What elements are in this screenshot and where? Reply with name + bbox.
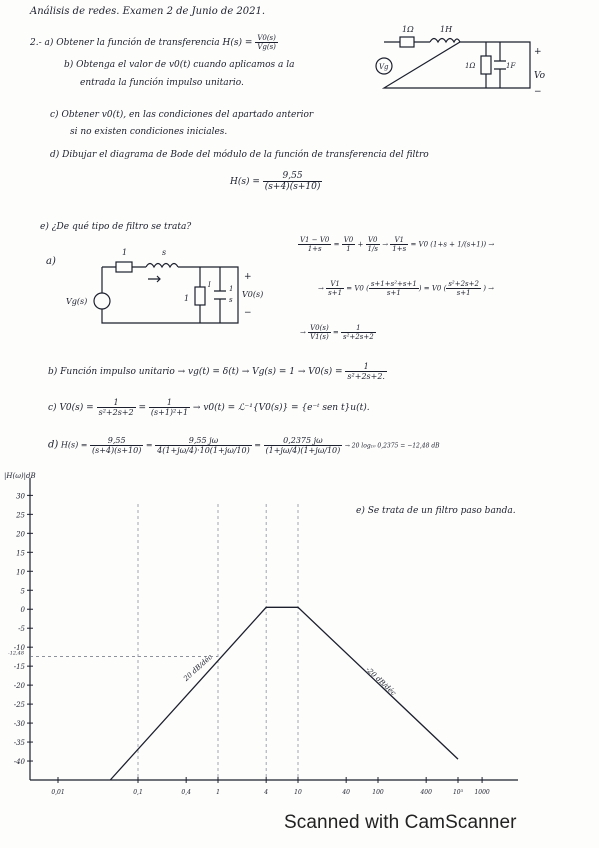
top-circuit-capacitor bbox=[494, 42, 506, 88]
sol-b-num: 1 bbox=[345, 362, 387, 372]
slope-right-label: -20 dB/déc bbox=[364, 665, 398, 698]
problem-c-line2: si no existen condiciones iniciales. bbox=[70, 127, 228, 137]
problem-d-label: d) bbox=[50, 150, 60, 160]
x-tick-label: 1000 bbox=[474, 789, 490, 796]
sol-b-den: s²+2s+2. bbox=[347, 372, 385, 381]
top-circuit-resistor bbox=[400, 37, 414, 47]
bode-asymptote-line bbox=[110, 607, 458, 780]
sol-a-eq2-n3: s²+2s+2 bbox=[448, 280, 479, 288]
problem-b bbox=[64, 60, 295, 70]
sol-a-left-r-label: 1 bbox=[184, 294, 190, 303]
sol-a-eq2-rhs2: = V0 bbox=[423, 284, 442, 293]
problem-a-expr: H(s) = bbox=[222, 38, 253, 48]
sol-d-n2: 9,55 jω bbox=[155, 436, 252, 446]
problem-e bbox=[40, 222, 191, 232]
x-tick-label: 0,01 bbox=[51, 789, 65, 796]
y-tick-label: 5 bbox=[20, 587, 25, 596]
problem-a-den: Vg(s) bbox=[257, 43, 276, 51]
sol-d-eq2: = bbox=[254, 440, 261, 450]
sol-a-eq2-rhs1: = V0 bbox=[346, 284, 364, 293]
problem-a bbox=[30, 34, 278, 51]
x-tick-label: 1 bbox=[216, 789, 220, 796]
x-tick-label: 400 bbox=[420, 789, 432, 796]
sol-a-eq2: → $\frac{V1}{s+1}$ = V0 ( $\frac{\text{s+1+s²+s+1}}{s+1}$ ) = V0 ( $\frac{\text{s²+2s+2}}{s+1}$ ) → bbox=[318, 280, 495, 297]
sol-d-n3: 0,2375 jω bbox=[264, 436, 343, 446]
sol-a-eq3-eq: = bbox=[332, 328, 339, 337]
sol-a-eq2-n2: s+1+s²+s+1 bbox=[370, 280, 417, 288]
sol-a-eq1-n4: V1 bbox=[390, 236, 408, 245]
problem-c-line1: Obtener v0(t), en las condiciones del apartado anterior bbox=[61, 110, 314, 120]
top-circuit-c-label1: 1Ω bbox=[465, 62, 476, 70]
sol-c-eq: = bbox=[138, 403, 147, 413]
problem-d-num: 9,55 bbox=[263, 171, 323, 182]
problem-a-prefix: 2.- a) bbox=[30, 38, 54, 48]
problem-b-line1: Obtenga el valor de v0(t) cuando aplicamos a la bbox=[76, 60, 295, 70]
y-tick-label: 15 bbox=[16, 549, 25, 558]
problem-e-text: ¿De qué tipo de filtro se trata? bbox=[51, 222, 192, 232]
sol-c-expr: V0(s) = bbox=[59, 403, 94, 413]
y-tick-label: 0 bbox=[20, 606, 25, 615]
sol-a-eq1-n3: V0 bbox=[366, 236, 380, 245]
problem-a-text: Obtener la función de transferencia bbox=[56, 38, 220, 48]
sol-a-inductor bbox=[146, 264, 178, 268]
sol-a-eq1-arrow: → bbox=[382, 240, 389, 249]
top-circuit-vo: Vo bbox=[534, 71, 546, 81]
problem-d-formula bbox=[230, 171, 322, 192]
problem-c-label: c) bbox=[50, 110, 59, 120]
sol-d-d3: (1+jω/4)(1+jω/10) bbox=[265, 446, 341, 455]
y-tick-label: -25 bbox=[13, 701, 25, 710]
sol-b bbox=[48, 362, 387, 381]
sol-e-text: e) Se trata de un filtro paso banda. bbox=[356, 506, 516, 516]
problem-d-expr: H(s) = bbox=[230, 177, 260, 187]
sol-a-l-label: s bbox=[162, 248, 167, 257]
slope-left-label: 20 dB/déc bbox=[182, 653, 215, 683]
problem-c bbox=[50, 110, 313, 120]
sol-d-expr: H(s) = bbox=[60, 440, 88, 450]
top-circuit-diagram bbox=[370, 20, 565, 100]
problem-d-text: Dibujar el diagrama de Bode del módulo de la función de transferencia del filtro bbox=[62, 150, 429, 160]
camscanner-watermark: Scanned with CamScanner bbox=[284, 812, 517, 833]
y-tick-label: 30 bbox=[16, 492, 25, 501]
sol-a-eq3-n2: 1 bbox=[341, 324, 376, 333]
sol-a-eq2-d2: s+1 bbox=[386, 289, 401, 297]
sol-a-cap-num: 1 bbox=[229, 285, 234, 293]
sol-a-r-label: 1 bbox=[122, 248, 128, 257]
y-tick-label: 20 bbox=[16, 530, 25, 539]
sol-a-eq1-n1: V1 − V0 bbox=[300, 236, 330, 244]
x-tick-label: 10 bbox=[294, 789, 302, 796]
top-circuit-shunt-resistor bbox=[481, 56, 491, 74]
sol-a-vo: V0(s) bbox=[242, 290, 264, 299]
top-circuit-vg: Vg bbox=[379, 63, 389, 71]
x-tick-label: 0,1 bbox=[133, 789, 143, 796]
top-circuit-plus: + bbox=[534, 47, 542, 57]
sol-d-eq: = bbox=[145, 440, 153, 450]
x-tick-label: 40 bbox=[342, 789, 350, 796]
y-tick-label: -30 bbox=[13, 720, 25, 729]
sol-c-n1: 1 bbox=[97, 398, 136, 408]
sol-a-eq2-tail: ) → bbox=[483, 284, 495, 293]
sol-a-vg: Vg(s) bbox=[66, 297, 88, 306]
problem-d-den: (s+4)(s+10) bbox=[264, 182, 321, 192]
sol-a-cap-den: s bbox=[229, 296, 233, 304]
sol-d bbox=[48, 436, 440, 455]
sol-a-eq1-d1: 1+s bbox=[307, 245, 322, 253]
sol-a-eq1-d2: 1 bbox=[346, 245, 351, 253]
sol-a-eq1 bbox=[298, 236, 494, 253]
sol-a-eq3-d1: V1(s) bbox=[310, 333, 329, 341]
sol-a-eq3-d2: s²+2s+2 bbox=[343, 333, 374, 341]
sol-a-eq1-d4: 1+s bbox=[392, 245, 407, 253]
sol-d-d1: (s+4)(s+10) bbox=[91, 446, 142, 455]
problem-d bbox=[50, 150, 429, 160]
sol-a-eq2-arrow: → bbox=[318, 284, 324, 293]
sol-a-eq2-n1: V1 bbox=[326, 280, 344, 289]
problem-a-num: V0(s) bbox=[255, 34, 278, 43]
problem-b-label: b) bbox=[64, 60, 74, 70]
sol-a-source bbox=[94, 293, 110, 309]
sol-a-eq1-rhs: = V0 (1+s + 1/(s+1)) → bbox=[410, 240, 495, 249]
sol-a-eq1-eq: = bbox=[333, 240, 340, 249]
top-circuit-r-label: 1Ω bbox=[402, 25, 414, 34]
problem-e-label: e) bbox=[40, 222, 49, 232]
sol-d-label: d) bbox=[48, 439, 59, 451]
sol-a-eq1-n2: V0 bbox=[343, 236, 354, 244]
sol-a-i-label: I bbox=[208, 281, 211, 289]
y-tick-label: 10 bbox=[16, 568, 25, 577]
y-tick-label: -15 bbox=[13, 663, 25, 672]
x-tick-label: 10³ bbox=[452, 789, 464, 796]
x-tick-label: 100 bbox=[372, 789, 384, 796]
bode-chart bbox=[0, 462, 530, 807]
sol-c-d2: (s+1)²+1 bbox=[150, 408, 189, 417]
y-tick-label: -10 bbox=[13, 644, 25, 653]
sol-c-n2: 1 bbox=[149, 398, 190, 408]
y-axis-label: |H(ω)|dB bbox=[4, 472, 36, 480]
problem-b-line2: entrada la función impulso unitario. bbox=[80, 78, 244, 88]
sol-a-circuit-diagram bbox=[60, 243, 290, 328]
sol-a-eq3 bbox=[300, 324, 376, 341]
sol-a-resistor bbox=[116, 262, 132, 272]
x-tick-label: 0,4 bbox=[181, 789, 191, 796]
y-tick-label: -5 bbox=[18, 625, 25, 634]
sol-d-d2: 4(1+jω/4)·10(1+jω/10) bbox=[157, 446, 250, 455]
x-tick-label: 4 bbox=[264, 789, 269, 796]
y-tick-label: -35 bbox=[13, 739, 25, 748]
sol-a-eq2-d3: s+1 bbox=[456, 289, 471, 297]
top-circuit-inductor bbox=[430, 39, 460, 43]
sol-a-label: a) bbox=[46, 256, 56, 267]
sol-a-eq1-plus: + bbox=[357, 240, 364, 249]
sol-c bbox=[48, 398, 370, 417]
y-tick-label: -20 bbox=[13, 682, 25, 691]
sol-b-label: b) bbox=[48, 367, 58, 377]
top-circuit-l-label: 1H bbox=[440, 25, 453, 34]
marker-label: -12,48 bbox=[8, 650, 25, 657]
sol-a-minus: − bbox=[244, 308, 252, 318]
sol-c-d1: s²+2s+2 bbox=[98, 408, 134, 417]
sol-a-capacitor bbox=[214, 267, 226, 323]
sol-a-shunt-resistor bbox=[195, 287, 205, 305]
y-tick-label: -40 bbox=[13, 758, 25, 767]
y-tick-label: 25 bbox=[16, 511, 25, 520]
top-circuit-c-label2: 1F bbox=[506, 62, 516, 70]
top-circuit-minus: − bbox=[534, 87, 542, 97]
sol-c-rhs: → v0(t) = ℒ⁻¹{V0(s)} = {e⁻ᵗ sen t}u(t). bbox=[192, 403, 370, 413]
sol-d-n1: 9,55 bbox=[90, 436, 143, 446]
sol-a-eq3-n1: V0(s) bbox=[310, 324, 329, 332]
sol-c-label: c) bbox=[48, 403, 57, 413]
sol-a-eq3-arrow: → bbox=[300, 328, 306, 337]
sol-a-plus: + bbox=[244, 272, 252, 282]
sol-b-text: Función impulso unitario → vg(t) = δ(t) → Vg(s) = 1 → V0(s) = bbox=[60, 367, 343, 377]
sol-a-eq2-d1: s+1 bbox=[328, 289, 343, 297]
page-title: Análisis de redes. Examen 2 de Junio de 2021. bbox=[30, 6, 266, 17]
sol-a-eq1-d3: 1/s bbox=[367, 245, 378, 253]
sol-d-rhs: → 20 log₁₀ 0,2375 = −12,48 dB bbox=[344, 442, 440, 450]
